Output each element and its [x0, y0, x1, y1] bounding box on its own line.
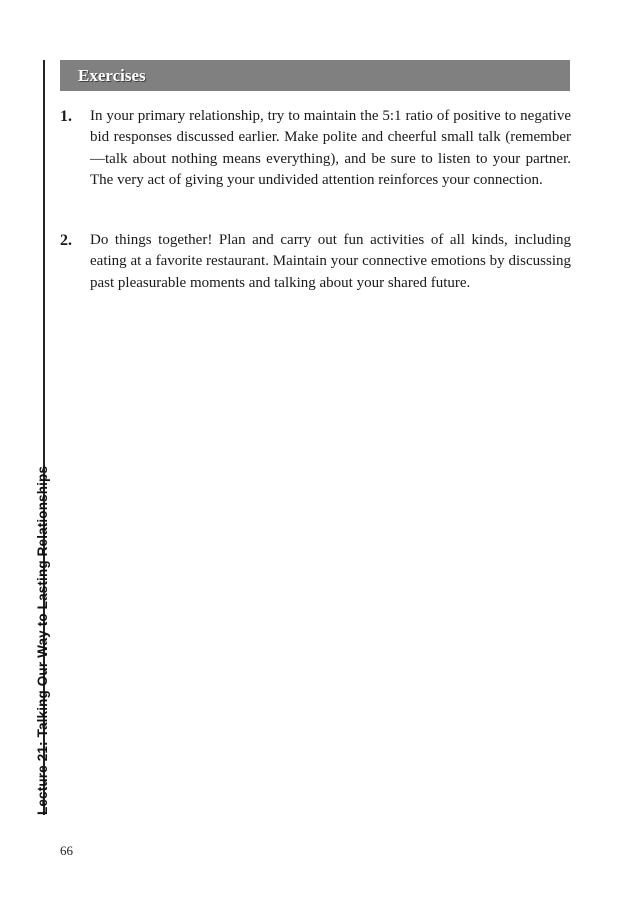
- exercise-number: 1.: [60, 108, 72, 125]
- exercises-header-bar: [60, 60, 570, 91]
- exercise-text: Do things together! Plan and carry out fun activities of all kinds, including eating at a favorite restaurant. Maintain your connective emotions by discussing past pleasurable moments and talking about your shared future.: [90, 232, 571, 291]
- exercise-text: In your primary relationship, try to maintain the 5:1 ratio of positive to negative bid responses discussed earlier. Make polite and cheerful small talk (remember—talk about nothing means everything), and be sure to listen to your partner. The very act of giving your undivided attention reinforces your connection.: [90, 108, 571, 188]
- page-number: 66: [60, 843, 73, 858]
- exercise-item-2: [60, 230, 571, 294]
- exercises-heading: Exercises: [78, 65, 146, 85]
- exercise-number: 2.: [60, 232, 72, 249]
- lecture-title-vertical: Lecture 21: Talking Our Way to Lasting Relationships: [35, 465, 50, 815]
- exercise-item-1: [60, 106, 571, 191]
